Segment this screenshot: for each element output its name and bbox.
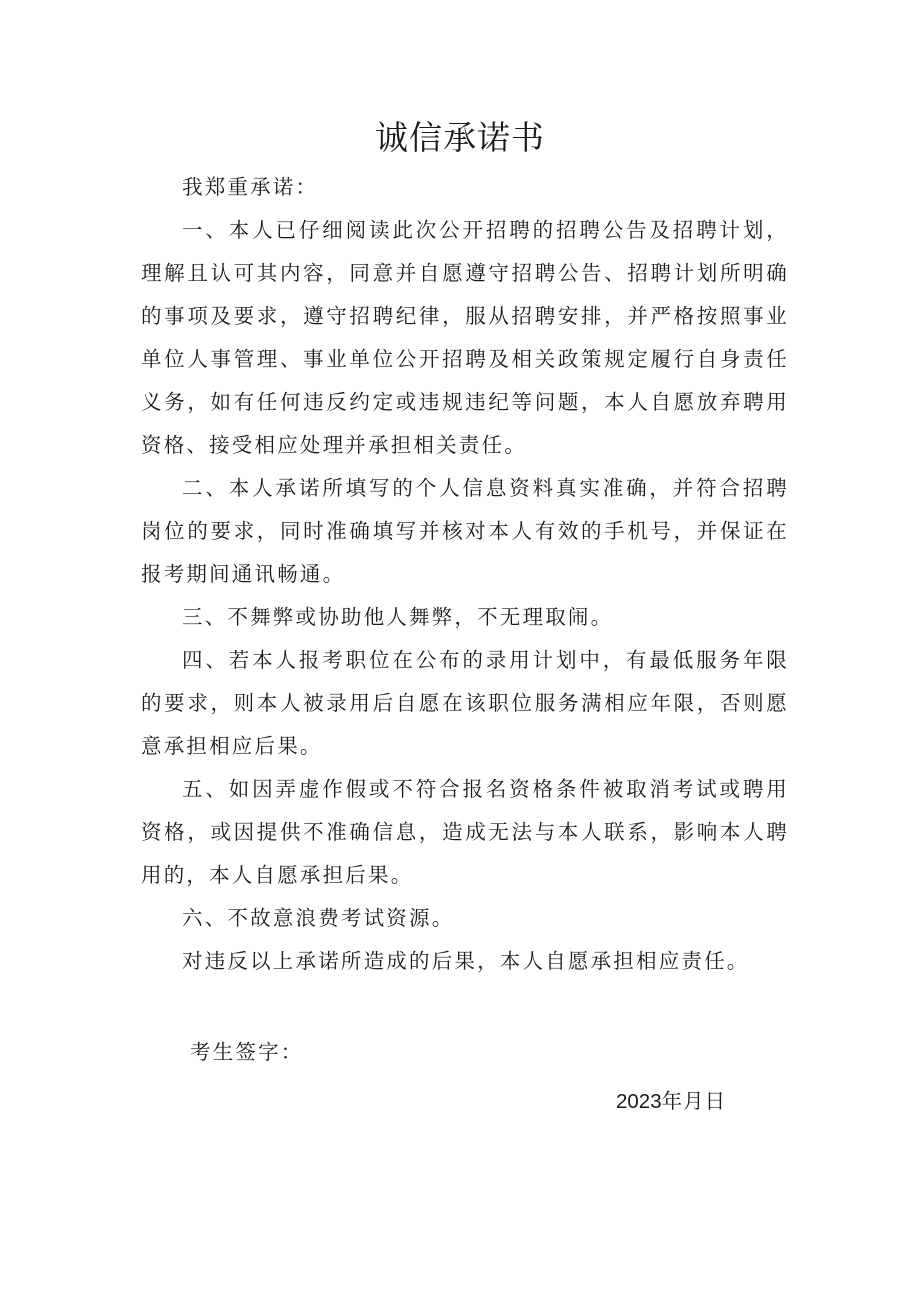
- paragraph-item-5: 五、如因弄虚作假或不符合报名资格条件被取消考试或聘用资格，或因提供不准确信息，造成无法与本人联系，影响本人聘用的，本人自愿承担后果。: [141, 777, 789, 887]
- paragraph-item-6: 六、不故意浪费考试资源。: [182, 906, 455, 930]
- paragraph-closing: 对违反以上承诺所造成的后果，本人自愿承担相应责任。: [182, 949, 750, 973]
- paragraph-item-4: 四、若本人报考职位在公布的录用计划中，有最低服务年限的要求，则本人被录用后自愿在该职位服务满相应年限，否则愿意承担相应后果。: [141, 648, 789, 758]
- signature-label: 考生签字：: [190, 1040, 304, 1064]
- paragraph-opening: 我郑重承诺：: [182, 175, 319, 199]
- paragraph-item-1: 一、本人已仔细阅读此次公开招聘的招聘公告及招聘计划，理解且认可其内容，同意并自愿遵守招聘公告、招聘计划所明确的事项及要求，遵守招聘纪律，服从招聘安排，并严格按照事业单位人事管理、事业单位公开招聘及相关政策规定履行自身责任义务，如有任何违反约定或违规违纪等问题，本人自愿放弃聘用资格、接受相应处理并承担相关责任。: [141, 218, 789, 457]
- document-body: [141, 166, 789, 983]
- date-suffix: 年月日: [661, 1089, 727, 1113]
- date-line: [616, 1083, 726, 1120]
- document-title: 诚信承诺书: [375, 118, 545, 157]
- paragraph-item-2: 二、本人承诺所填写的个人信息资料真实准确，并符合招聘岗位的要求，同时准确填写并核对本人有效的手机号，并保证在报考期间通讯畅通。: [141, 476, 789, 586]
- paragraph-item-3: 三、不舞弊或协助他人舞弊，不无理取闹。: [182, 605, 614, 629]
- date-year: 2023: [616, 1090, 662, 1113]
